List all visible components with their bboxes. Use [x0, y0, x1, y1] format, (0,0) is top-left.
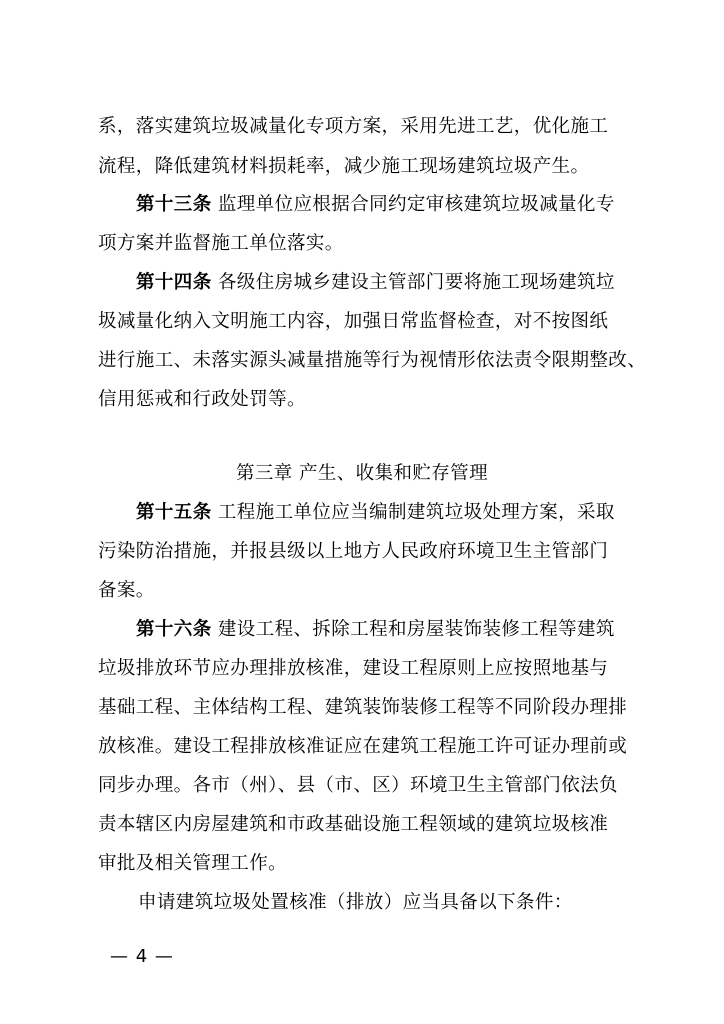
article-13-line — [136, 193, 696, 217]
body-line: 污染防治措施，并报县级以上地方人民政府环境卫生主管部门 — [98, 541, 609, 562]
article-14-line — [136, 271, 696, 295]
article-13-number: 第十三条 — [136, 194, 212, 215]
article-16-text: 建设工程、拆除工程和房屋装饰装修工程等建筑 — [211, 619, 615, 640]
body-line: 圾减量化纳入文明施工内容，加强日常监督检查，对不按图纸 — [98, 311, 609, 332]
body-line: 项方案并监督施工单位落实。 — [98, 233, 344, 254]
body-line: 同步办理。各市（州）、县（市、区）环境卫生主管部门依法负 — [98, 775, 618, 796]
body-line: 进行施工、未落实源头减量措施等行为视情形依法责令限期整改、 — [98, 350, 647, 371]
article-16-number: 第十六条 — [136, 619, 212, 640]
article-14-number: 第十四条 — [136, 272, 212, 293]
article-13-text: 监理单位应根据合同约定审核建筑垃圾减量化专 — [211, 194, 615, 215]
article-15-number: 第十五条 — [136, 502, 212, 523]
body-line: 信用惩戒和行政处罚等。 — [98, 389, 306, 410]
body-line: 审批及相关管理工作。 — [98, 853, 288, 874]
body-line: 放核准。建设工程排放核准证应在建筑工程施工许可证办理前或 — [98, 736, 628, 757]
body-line: 系，落实建筑垃圾减量化专项方案，采用先进工艺，优化施工 — [98, 116, 609, 137]
article-16-line — [136, 618, 696, 642]
article-14-text: 各级住房城乡建设主管部门要将施工现场建筑垃 — [211, 272, 615, 293]
article-15-text: 工程施工单位应当编制建筑垃圾处理方案，采取 — [211, 502, 615, 523]
body-line: 基础工程、主体结构工程、建筑装饰装修工程等不同阶段办理排 — [98, 697, 628, 718]
article-15-line — [136, 501, 696, 525]
body-line: 责本辖区内房屋建筑和市政基础设施工程领域的建筑垃圾核准 — [98, 814, 609, 835]
page-number: — 4 — — [110, 946, 174, 967]
body-line: 备案。 — [98, 580, 155, 601]
body-line: 垃圾排放环节应办理排放核准，建设工程原则上应按照地基与 — [98, 658, 609, 679]
body-line: 流程，降低建筑材料损耗率，减少施工现场建筑垃圾产生。 — [98, 156, 590, 177]
conditions-intro: 申请建筑垃圾处置核准（排放）应当具备以下条件： — [138, 892, 573, 913]
chapter-title: 第三章 产生、收集和贮存管理 — [236, 463, 488, 484]
